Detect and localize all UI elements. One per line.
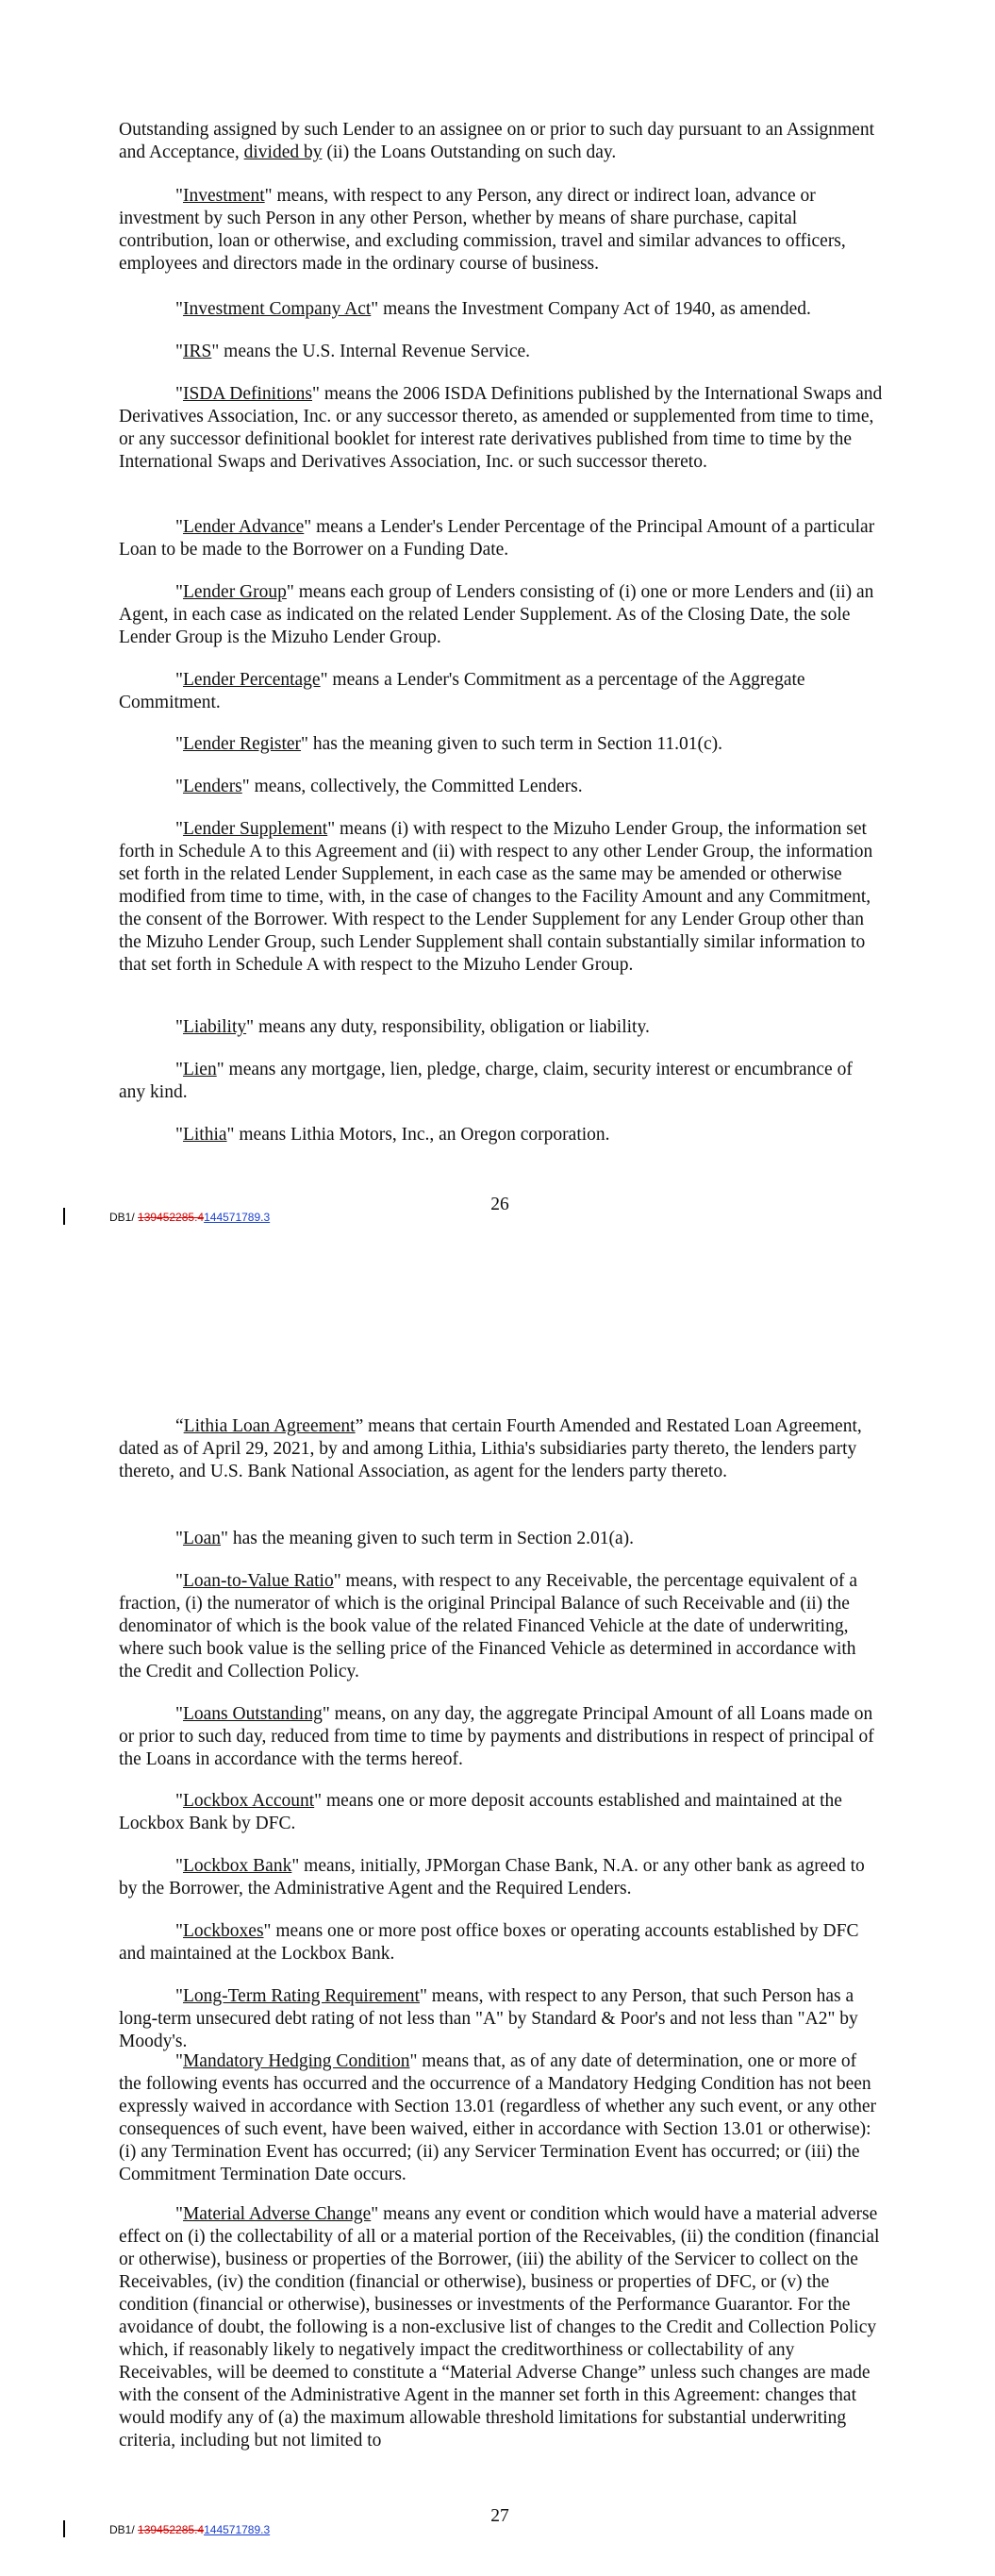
definition-irs: "IRS" means the U.S. Internal Revenue Service. <box>175 342 531 361</box>
definition-lender-supplement: "Lender Supplement" means (i) with respect to the Mizuho Lender Group, the information set forth in Schedule A to this Agreement and (ii) with respect to any other Lender Group, the information set forth in the related Lender Supplement, in each case as the same may be amended or otherwise modified from time to time, with, in the case of changes to the Facility Amount and any Commitment, the consent of the Borrower. With respect to the Lender Supplement for any Lender Group other than the Mizuho Lender Group, such Lender Supplement shall contain substantially similar information to that set forth in Schedule A with respect to the Mizuho Lender Group. <box>119 819 873 975</box>
page-number: 26 <box>490 1195 509 1214</box>
definition-loan: "Loan" has the meaning given to such term in Section 2.01(a). <box>175 1529 634 1548</box>
definition-lender-advance: "Lender Advance" means a Lender's Lender Percentage of the Principal Amount of a particular Loan to be made to the Borrower on a Funding Date. <box>119 517 875 560</box>
document-footer-id: DB1/ 139452285.4144571789.3 <box>109 2523 271 2536</box>
change-bar <box>63 1208 65 1225</box>
definition-lender-register: "Lender Register" has the meaning given to such term in Section 11.01(c). <box>175 734 723 754</box>
continuation-paragraph: Outstanding assigned by such Lender to an assignee on or prior to such day pursuant to an Assignment and Acceptance, divided by (ii) the Loans Outstanding on such day. <box>119 120 874 162</box>
definition-lockbox-account: "Lockbox Account" means one or more deposit accounts established and maintained at the Lockbox Bank by DFC. <box>119 1791 842 1833</box>
definition-liability: "Liability" means any duty, responsibility, obligation or liability. <box>175 1017 650 1037</box>
definition-investment-company-act: "Investment Company Act" means the Investment Company Act of 1940, as amended. <box>175 299 811 319</box>
page-number: 27 <box>490 2506 509 2526</box>
definition-isda-definitions: "ISDA Definitions" means the 2006 ISDA Definitions published by the International Swaps and Derivatives Association, Inc. or any successor thereto, as amended or supplemented from time to time, or any successor definitional booklet for interest rate derivatives published from time to time by the International Swaps and Derivatives Association, Inc. or such successor thereto. <box>119 384 883 472</box>
definition-lien: "Lien" means any mortgage, lien, pledge, charge, claim, security interest or encumbrance of any kind. <box>119 1060 853 1102</box>
definition-material-adverse-change: "Material Adverse Change" means any event or condition which would have a material adverse effect on (i) the collectability of all or a material portion of the Receivables, (ii) the condition (financial or otherwise), business or properties of the Borrower, (iii) the ability of the Servicer to collect on the Receivables, (iv) the condition (financial or otherwise), business or properties of DFC, or (v) the condition (financial or otherwise), businesses or investments of the Performance Guarantor. For the avoidance of doubt, the following is a non-exclusive list of changes to the Credit and Collection Policy which, if reasonably likely to negatively impact the creditworthiness or collectability of any Receivables, will be deemed to constitute a “Material Adverse Change” unless such changes are made with the consent of the Administrative Agent in the manner set forth in this Agreement: changes that would modify any of (a) the maximum allowable threshold limitations for substantial underwriting criteria, including but not limited to <box>119 2204 880 2451</box>
definition-lithia-loan-agreement: “Lithia Loan Agreement” means that certain Fourth Amended and Restated Loan Agreement, dated as of April 29, 2021, by and among Lithia, Lithia's subsidiaries party thereto, the lenders party thereto, and U.S. Bank National Association, as agent for the lenders party thereto. <box>119 1416 862 1481</box>
page-27 <box>0 1288 995 2576</box>
definition-investment: "Investment" means, with respect to any Person, any direct or indirect loan, advance or investment by such Person in any other Person, whether by means of share purchase, capital contribution, loan or otherwise, and excluding commission, travel and similar advances to officers, employees and directors made in the ordinary course of business. <box>119 186 846 274</box>
definition-lockbox-bank: "Lockbox Bank" means, initially, JPMorgan Chase Bank, N.A. or any other bank as agreed to by the Borrower, the Administrative Agent and the Required Lenders. <box>119 1856 865 1899</box>
definition-loan-to-value-ratio: "Loan-to-Value Ratio" means, with respect to any Receivable, the percentage equivalent of a fraction, (i) the numerator of which is the original Principal Balance of such Receivable and (ii) the denominator of which is the book value of the related Financed Vehicle at the date of underwriting, where such book value is the selling price of the Financed Vehicle as determined in accordance with the Credit and Collection Policy. <box>119 1571 858 1681</box>
definition-loans-outstanding: "Loans Outstanding" means, on any day, the aggregate Principal Amount of all Loans made on or prior to such day, reduced from time to time by payments and distributions in respect of principal of the Loans in accordance with the terms hereof. <box>119 1704 874 1769</box>
document-footer-id: DB1/ 139452285.4144571789.3 <box>109 1211 271 1224</box>
definition-mandatory-hedging-condition: "Mandatory Hedging Condition" means that, as of any date of determination, one or more of the following events has occurred and the occurrence of a Mandatory Hedging Condition has not been expressly waived in accordance with Section 13.01 (regardless of whether any such event, or any other consequences of such event, have been waived, either in accordance with Section 13.01 or otherwise): (i) any Termination Event has occurred; (ii) any Servicer Termination Event has occurred; or (iii) the Commitment Termination Date occurs. <box>119 2051 877 2184</box>
definition-lenders: "Lenders" means, collectively, the Committed Lenders. <box>175 777 583 796</box>
definition-long-term-rating-requirement: "Long-Term Rating Requirement" means, with respect to any Person, that such Person has a long-term unsecured debt rating of not less than "A" by Standard & Poor's and not less than "A2" by Moody's. <box>119 1986 858 2051</box>
definition-lithia: "Lithia" means Lithia Motors, Inc., an Oregon corporation. <box>175 1125 610 1145</box>
definition-lockboxes: "Lockboxes" means one or more post office boxes or operating accounts established by DFC and maintained at the Lockbox Bank. <box>119 1921 859 1964</box>
definition-lender-group: "Lender Group" means each group of Lenders consisting of (i) one or more Lenders and (ii) an Agent, in each case as indicated on the related Lender Supplement. As of the Closing Date, the sole Lender Group is the Mizuho Lender Group. <box>119 582 874 647</box>
definition-lender-percentage: "Lender Percentage" means a Lender's Commitment as a percentage of the Aggregate Commitment. <box>119 670 805 712</box>
change-bar <box>63 2520 65 2537</box>
